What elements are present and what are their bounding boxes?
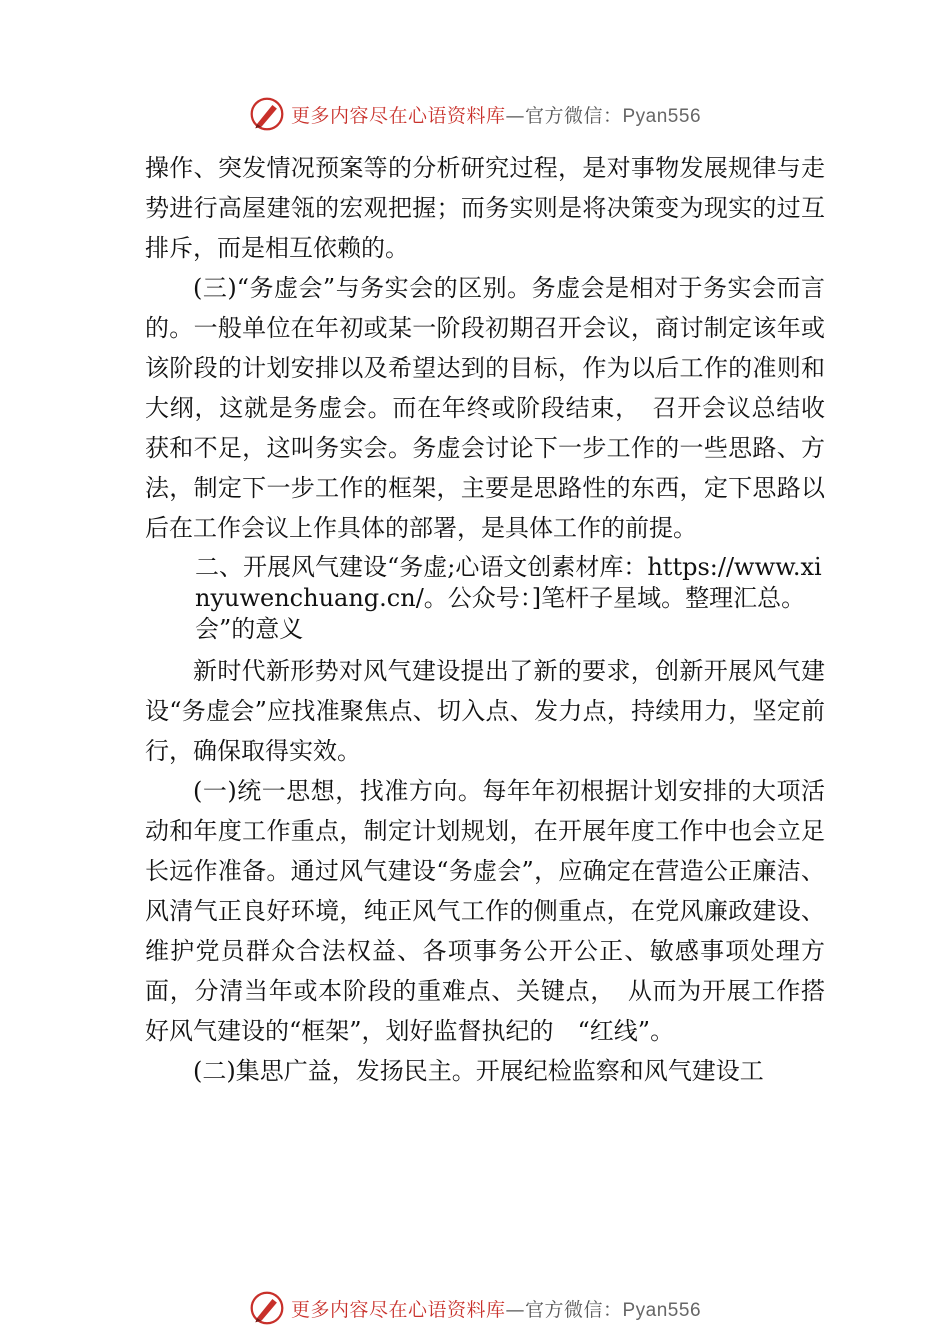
paragraph-4: (一)统一思想，找准方向。每年年初根据计划安排的大项活动和年度工作重点，制定计划规划，在开展年度工作中也会立足长远作准备。通过风气建设“务虚会”，应确定在营造公正廉洁、风清气正良好环境，纯正风气工作的侧重点，在党风廉政建设、维护党员群众合法权益、各项事务公开公正、敏感事项处理方面，分清当年或本阶段的重难点、关键点， 从而为开展工作搭好风气建设的“框架”，划好监督执纪的 “红线”。: [145, 777, 825, 1045]
paragraph-5: (二)集思广益，发扬民主。开展纪检监察和风气建设工: [193, 1057, 764, 1085]
banner-wechat-label: 官方微信：: [524, 1298, 623, 1321]
pen-logo-icon: [249, 1290, 285, 1326]
banner-wechat-id: Pyan556: [622, 1299, 702, 1321]
banner-main-text: 更多内容尽在心语资料库: [290, 104, 506, 127]
document-body: [145, 148, 825, 1091]
banner-dash: —: [505, 104, 525, 127]
paragraph-2: (三)“务虚会”与务实会的区别。务虚会是相对于务实会而言的。一般单位在年初或某一阶段初期召开会议，商讨制定该年或该阶段的计划安排以及希望达到的目标，作为以后工作的准则和大纲，这就是务虚会。而在年终或阶段结束， 召开会议总结收获和不足，这叫务实会。务虚会讨论下一步工作的一些思路、方法，制定下一步工作的框架，主要是思路性的东西，定下思路以后在工作会议上作具体的部署，是具体工作的前提。: [145, 274, 825, 542]
paragraph-1: 操作、突发情况预案等的分析研究过程，是对事物发展规律与走势进行高屋建瓴的宏观把握；而务实则是将决策变为现实的过互排斥，而是相互依赖的。: [145, 154, 825, 262]
header-watermark: [0, 94, 950, 134]
pen-logo-icon: [249, 96, 285, 132]
banner-dash: —: [505, 1298, 525, 1321]
paragraph-3: 新时代新形势对风气建设提出了新的要求，创新开展风气建设“务虚会”应找准聚焦点、切入点、发力点，持续用力，坚定前行，确保取得实效。: [145, 657, 825, 765]
banner-wechat-id: Pyan556: [622, 105, 702, 127]
banner-wechat-label: 官方微信：: [524, 104, 623, 127]
section-heading: 二、开展风气建设“务虚;心语文创素材库：https://www.xinyuwenchuang.cn/。公众号：]笔杆子星域。整理汇总。会”的意义: [195, 553, 822, 643]
banner-main-text: 更多内容尽在心语资料库: [290, 1298, 506, 1321]
footer-watermark: [0, 1288, 950, 1328]
